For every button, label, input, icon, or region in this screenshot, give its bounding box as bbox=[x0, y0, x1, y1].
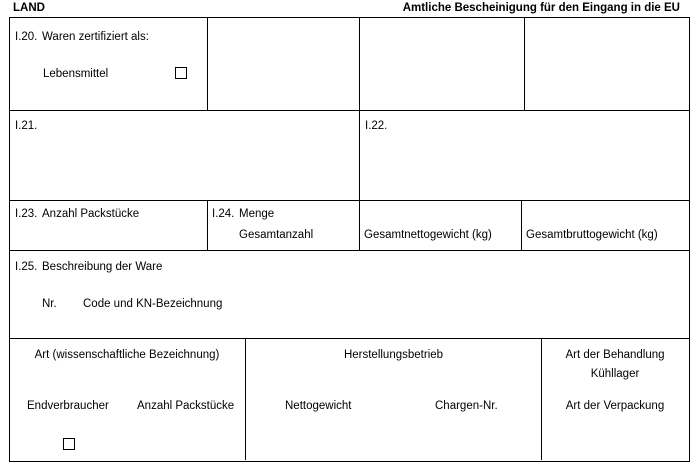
i20-number: I.20. bbox=[15, 31, 38, 43]
col-divider-i23-c bbox=[521, 200, 522, 250]
col-divider-i23-a bbox=[207, 200, 208, 250]
col-divider-i20-a bbox=[207, 17, 208, 110]
total-count-label: Gesamtanzahl bbox=[239, 229, 314, 241]
batch-number-label: Chargen-Nr. bbox=[435, 400, 498, 412]
packages-label: Anzahl Packstücke bbox=[137, 400, 235, 412]
col-divider-i20-b bbox=[359, 17, 360, 110]
i23-number: I.23. bbox=[15, 208, 38, 220]
food-checkbox[interactable] bbox=[175, 67, 187, 79]
col-divider-i20-c bbox=[524, 17, 525, 110]
code-column-label: Code und KN-Bezeichnung bbox=[83, 298, 223, 310]
i22-number: I.22. bbox=[365, 120, 388, 132]
packaging-label: Art der Verpackung bbox=[565, 400, 665, 412]
row-divider-2 bbox=[9, 200, 690, 201]
net-weight-total-label: Gesamtnettogewicht (kg) bbox=[364, 229, 492, 241]
plant-header: Herstellungsbetrieb bbox=[343, 349, 444, 361]
row-divider-3 bbox=[9, 250, 690, 251]
treatment-header: Art der Behandlung bbox=[565, 349, 665, 361]
i23-title: Anzahl Packstücke bbox=[42, 208, 140, 220]
i24-title: Menge bbox=[239, 208, 275, 220]
final-consumer-label: Endverbraucher bbox=[27, 400, 109, 412]
final-consumer-checkbox[interactable] bbox=[63, 438, 75, 450]
i21-number: I.21. bbox=[15, 120, 38, 132]
i25-title: Beschreibung der Ware bbox=[42, 261, 163, 273]
i20-title: Waren zertifiziert als: bbox=[42, 31, 149, 43]
food-option-label: Lebensmittel bbox=[43, 68, 109, 80]
country-header: LAND bbox=[13, 2, 45, 14]
i25-number: I.25. bbox=[15, 261, 38, 273]
species-header: Art (wissenschaftliche Bezeichnung) bbox=[34, 349, 220, 361]
row-divider-1 bbox=[9, 110, 690, 111]
gross-weight-total-label: Gesamtbruttogewicht (kg) bbox=[526, 229, 658, 241]
number-column-label: Nr. bbox=[42, 298, 57, 310]
cold-store-label: Kühllager bbox=[590, 368, 640, 380]
col-divider-i21 bbox=[359, 110, 360, 200]
col-divider-i23-b bbox=[359, 200, 360, 250]
i24-number: I.24. bbox=[212, 208, 235, 220]
row-divider-4 bbox=[9, 338, 690, 339]
certificate-title: Amtliche Bescheinigung für den Eingang in die EU bbox=[402, 2, 680, 14]
net-weight-label: Nettogewicht bbox=[285, 400, 352, 412]
